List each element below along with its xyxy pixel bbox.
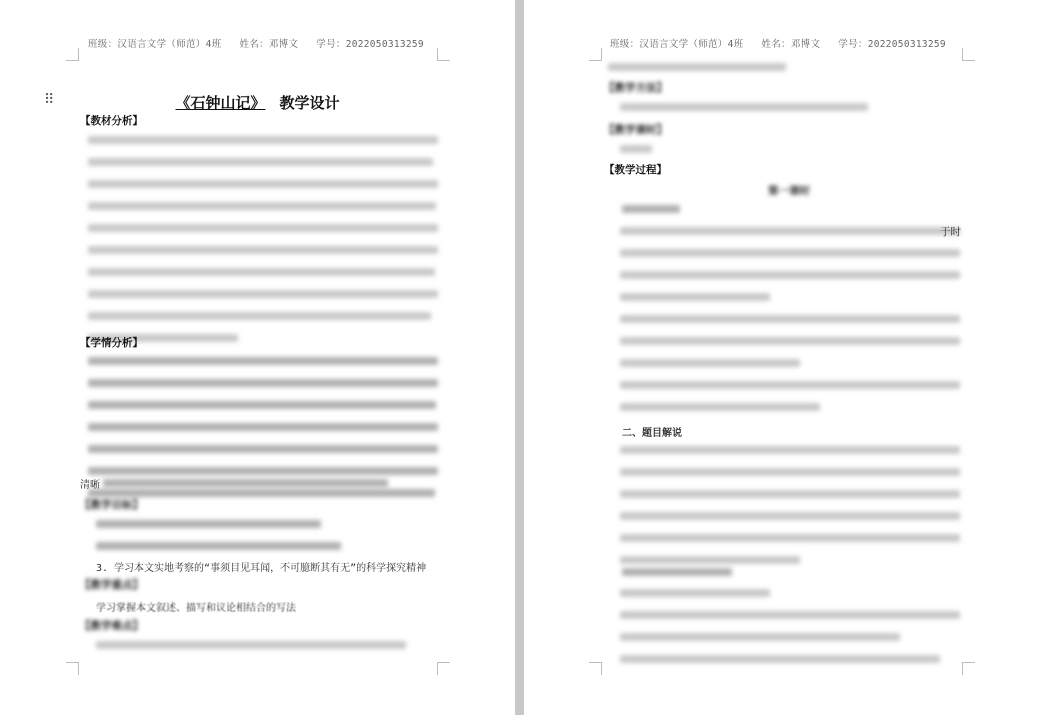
page-header — [610, 36, 958, 50]
section-teaching-methods: 【教学方法】 — [604, 82, 667, 94]
section-teaching-key: 【教学重点】 — [80, 579, 143, 591]
part1-heading — [622, 205, 680, 227]
margin-corner-bottom-right — [437, 662, 450, 675]
teaching-difficulty-text — [96, 641, 406, 663]
teaching-goals-text — [96, 520, 341, 564]
margin-corner-bottom-left — [589, 662, 602, 675]
goal-3-text: 3. 学习本文实地考察的“事须目见耳闻，不可臆断其有无”的科学探究精神 — [96, 563, 427, 574]
section-material-analysis: 【教材分析】 — [80, 115, 143, 127]
part2-heading: 二、题目解说 — [622, 428, 682, 439]
title-book-name: 《石钟山记》 — [175, 94, 266, 112]
margin-corner-top-left — [66, 48, 79, 61]
document-page-2 — [524, 0, 1039, 715]
section-teaching-difficulty: 【教学难点】 — [80, 620, 143, 632]
header-name: 姓名：邓博文 — [239, 39, 299, 50]
header-class: 班级：汉语言文学（师范）4班 — [610, 39, 744, 50]
part2-text — [620, 446, 960, 578]
section-learning-analysis: 【学情分析】 — [80, 337, 143, 349]
header-id: 学号：2022050313259 — [838, 39, 946, 50]
part3-text — [620, 589, 960, 677]
material-analysis-text — [88, 136, 438, 356]
section-teaching-goals: 【教学目标】 — [80, 499, 143, 511]
section-teaching-time: 【教学课时】 — [604, 124, 667, 136]
teaching-key-text: 学习掌握本文叙述、描写和议论相结合的写法 — [96, 603, 296, 614]
part3-heading — [622, 568, 732, 590]
part1-text — [620, 227, 960, 425]
drag-handle-icon[interactable]: ⠿ — [44, 92, 55, 108]
margin-corner-bottom-right — [962, 662, 975, 675]
page-gap — [515, 0, 524, 715]
margin-corner-top-left — [589, 48, 602, 61]
margin-corner-top-right — [962, 48, 975, 61]
page-header — [88, 36, 436, 50]
part1-fragment: 于时 — [940, 226, 961, 238]
header-name: 姓名：邓博文 — [761, 39, 821, 50]
margin-corner-top-right — [437, 48, 450, 61]
header-id: 学号：2022050313259 — [316, 39, 424, 50]
margin-corner-bottom-left — [66, 662, 79, 675]
lesson-one-heading: 第一课时 — [768, 185, 810, 197]
document-page-1 — [0, 0, 515, 715]
learning-analysis-fragment: 清晰 — [80, 480, 100, 491]
header-class: 班级：汉语言文学（师范）4班 — [88, 39, 222, 50]
document-title — [0, 92, 515, 113]
title-subtitle: 教学设计 — [279, 94, 340, 112]
learning-analysis-tail — [103, 479, 388, 501]
section-teaching-process: 【教学过程】 — [604, 164, 667, 176]
